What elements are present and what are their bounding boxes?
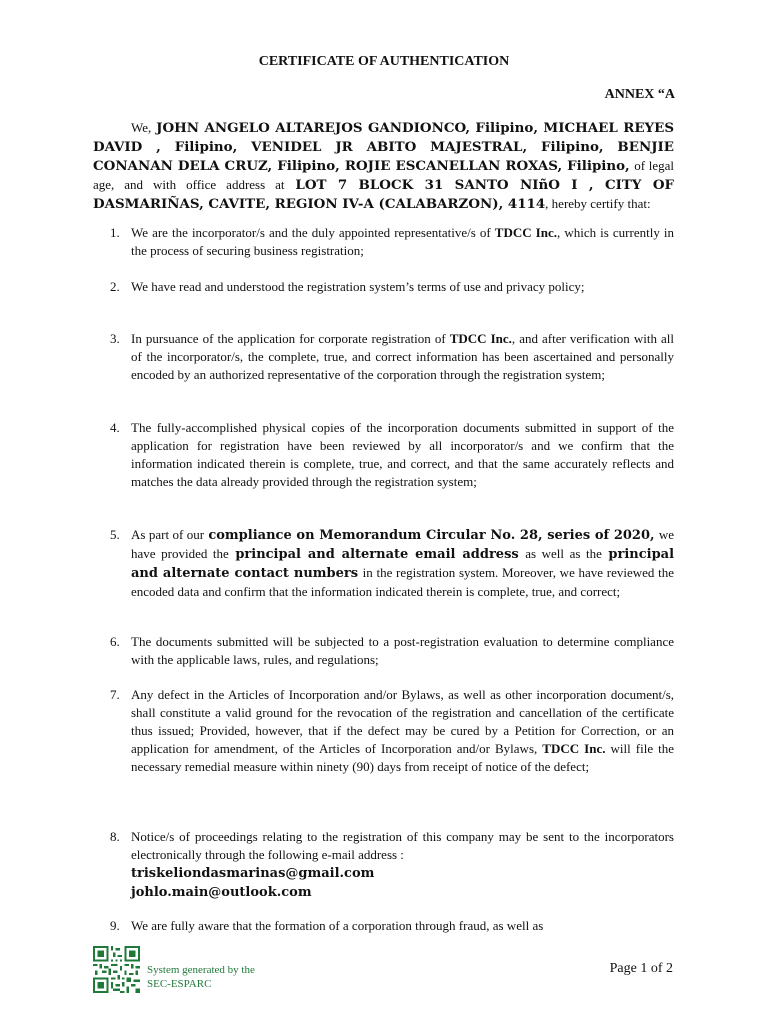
contact-requirement: principal and alternate contact numbers bbox=[131, 547, 675, 581]
intro-paragraph bbox=[93, 119, 674, 214]
company-name: TDCC Inc. bbox=[494, 225, 557, 240]
note-line: System generated by the bbox=[147, 964, 255, 976]
list-item bbox=[93, 526, 674, 602]
item-number: 6. bbox=[110, 634, 120, 649]
item-text: The documents submitted will be subjected to a post-registration evaluation to determine compliance with the applicable laws, rules, and regulations; bbox=[131, 634, 674, 667]
notice-email-primary[interactable]: triskeliondasmarinas@gmail.com bbox=[131, 866, 375, 881]
document-title: CERTIFICATE OF AUTHENTICATION bbox=[258, 54, 510, 69]
list-item bbox=[93, 224, 674, 260]
list-item bbox=[93, 917, 674, 935]
list-item bbox=[93, 633, 674, 669]
note-line: SEC-ESPARC bbox=[147, 978, 212, 990]
notice-email-secondary[interactable]: johlo.main@outlook.com bbox=[131, 885, 312, 900]
item-text: , and after verification with all of the incorporator/s, the complete, true, and correct information has been ascertained and personally encoded by an authorized representative of the corporation through the registration system; bbox=[131, 331, 674, 382]
company-name: TDCC Inc. bbox=[449, 331, 512, 346]
item-text: Any defect in the Articles of Incorporation and/or Bylaws, as well as other incorporation document/s, shall constitute a valid ground for the revocation of the registration and cancellation of the certificate thus issued; Provided, however, that if the defect may be cured by a Petition for Correction, or an application for amendment, of the Articles of Incorporation and/or Bylaws, bbox=[131, 687, 674, 756]
intro-end: , hereby certify that: bbox=[545, 196, 651, 211]
item-number: 7. bbox=[110, 687, 120, 702]
item-text: in the registration system. Moreover, we have reviewed the encoded data and confirm that the information indicated therein is complete, true, and correct; bbox=[131, 565, 674, 599]
qr-code-icon bbox=[93, 946, 140, 993]
item-text: as well as the bbox=[525, 546, 602, 561]
list-item bbox=[93, 330, 674, 384]
item-text: , which is currently in the process of securing business registration; bbox=[131, 225, 674, 258]
list-item bbox=[93, 686, 674, 776]
item-number: 4. bbox=[110, 420, 120, 435]
annex-label: ANNEX “A bbox=[604, 87, 675, 102]
item-text: We have read and understood the registration system’s terms of use and privacy policy; bbox=[131, 279, 585, 294]
item-text: Notice/s of proceedings relating to the registration of this company may be sent to the incorporators electronically through the following e-mail address : bbox=[131, 829, 674, 862]
email-requirement: principal and alternate email address bbox=[235, 547, 519, 562]
list-item bbox=[93, 278, 674, 296]
incorporator-names: JOHN ANGELO ALTAREJOS GANDIONCO, Filipino, MICHAEL REYES DAVID , Filipino, VENIDEL JR ABITO MAJESTRAL, Filipino, BENJIE CONANAN DELA CRUZ, Filipino, ROJIE ESCANELLAN ROXAS, Filipino, bbox=[93, 120, 674, 174]
office-address: LOT 7 BLOCK 31 SANTO NIñO I , CITY OF DASMARIÑAS, CAVITE, REGION IV-A (CALABARZON), 4114 bbox=[93, 177, 674, 212]
company-name: TDCC Inc. bbox=[542, 741, 606, 756]
item-number: 3. bbox=[110, 331, 120, 346]
compliance-reference: compliance on Memorandum Circular No. 28, series of 2020, bbox=[208, 528, 655, 543]
item-text: The fully-accomplished physical copies of the incorporation documents submitted in support of the application for registration have been reviewed by all incorporator/s and we confirm that the information indicated therein is complete, true, and correct, and that the same accurately reflects and matches the data already provided through the registration system; bbox=[131, 420, 674, 489]
item-text: We are the incorporator/s and the duly appointed representative/s of bbox=[131, 225, 491, 240]
item-number: 1. bbox=[110, 225, 120, 240]
item-number: 9. bbox=[110, 918, 120, 933]
list-item bbox=[93, 828, 674, 902]
page-number: Page 1 of 2 bbox=[609, 961, 673, 976]
item-text: As part of our bbox=[131, 527, 205, 542]
list-item bbox=[93, 419, 674, 491]
item-text: We are fully aware that the formation of a corporation through fraud, as well as bbox=[131, 918, 544, 933]
item-number: 8. bbox=[110, 829, 120, 844]
intro-we: We, bbox=[131, 120, 152, 135]
item-number: 2. bbox=[110, 279, 120, 294]
item-text: we have provided the bbox=[131, 527, 674, 561]
intro-mid: of legal age, and with office address at bbox=[93, 158, 675, 192]
item-number: 5. bbox=[110, 527, 120, 542]
item-text: In pursuance of the application for corporate registration of bbox=[131, 331, 446, 346]
item-text: will file the necessary remedial measure within ninety (90) days from receipt of notice of the defect; bbox=[131, 741, 675, 774]
system-generated-note bbox=[147, 963, 255, 991]
